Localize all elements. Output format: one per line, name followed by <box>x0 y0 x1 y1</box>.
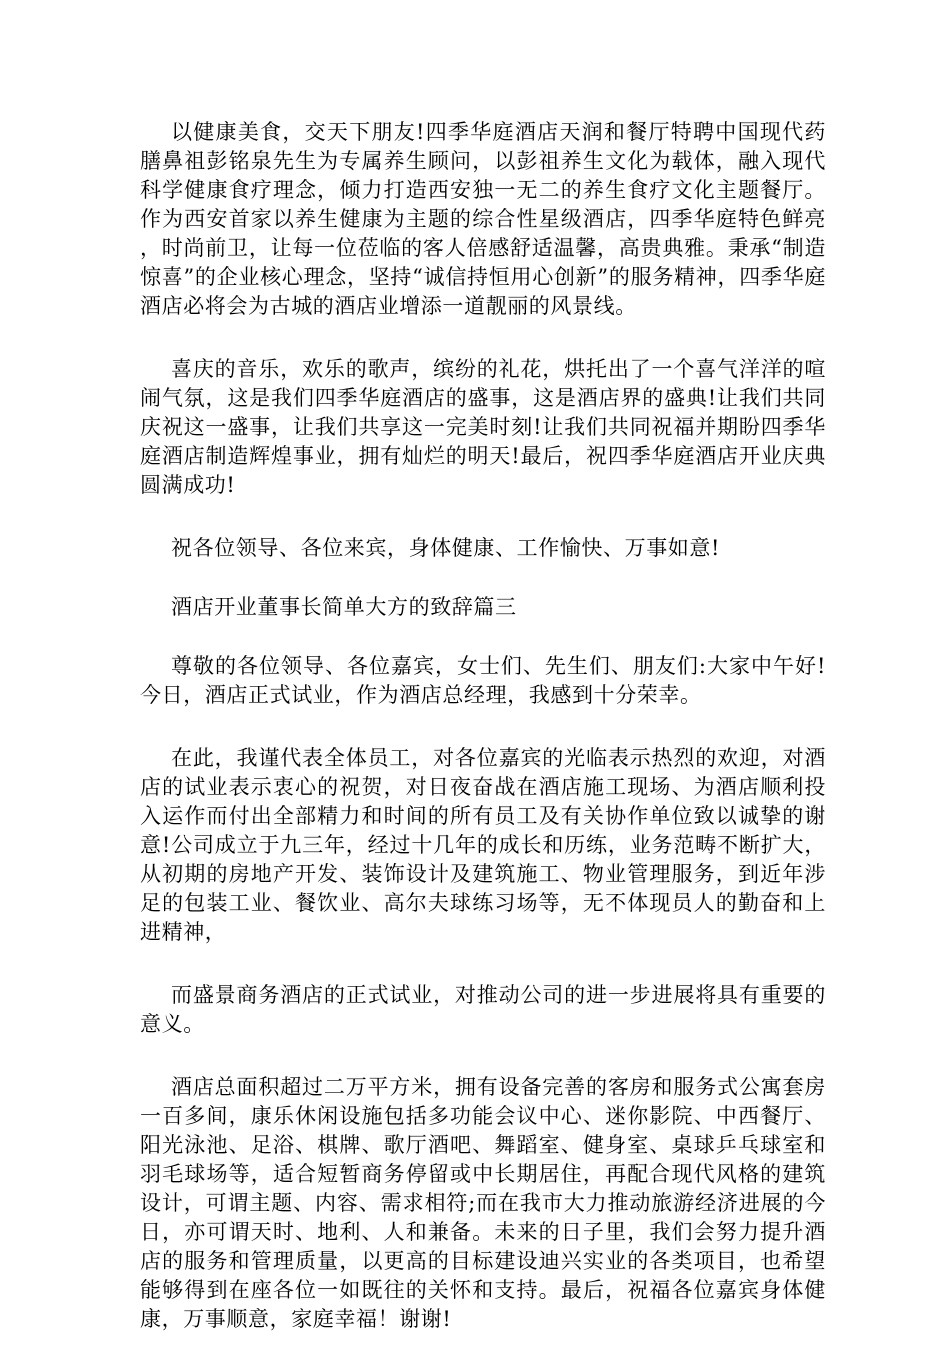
paragraph-1: 以健康美食，交天下朋友!四季华庭酒店天润和餐厅特聘中国现代药膳鼻祖彭铭泉先生为专属养生顾问，以彭祖养生文化为载体，融入现代科学健康食疗理念，倾力打造西安独一无二的养生食疗文化主题餐厅。作为西安首家以养生健康为主题的综合性星级酒店，四季华庭特色鲜亮，时尚前卫，让每一位莅临的客人倍感舒适温馨，高贵典雅。秉承“制造惊喜”的企业核心理念，坚持“诚信持恒用心创新”的服务精神，四季华庭酒店必将会为古城的酒店业增添一道靓丽的风景线。 <box>140 120 826 318</box>
document-body <box>140 118 826 1368</box>
paragraph-2: 喜庆的音乐，欢乐的歌声，缤纷的礼花，烘托出了一个喜气洋洋的喧闹气氛，这是我们四季华庭酒店的盛事，这是酒店界的盛典!让我们共同庆祝这一盛事，让我们共享这一完美时刻!让我们共同祝福并期盼四季华庭酒店制造辉煌事业，拥有灿烂的明天!最后，祝四季华庭酒店开业庆典圆满成功! <box>140 357 826 497</box>
paragraph-6: 在此，我谨代表全体员工，对各位嘉宾的光临表示热烈的欢迎，对酒店的试业表示衷心的祝贺，对日夜奋战在酒店施工现场、为酒店顺利投入运作而付出全部精力和时间的所有员工及有关协作单位致以诚挚的谢意!公司成立于九三年，经过十几年的成长和历练，业务范畴不断扩大，从初期的房地产开发、装饰设计及建筑施工、物业管理服务，到近年涉足的包装工业、餐饮业、高尔夫球练习场等，无不体现员人的勤奋和上进精神， <box>140 746 826 944</box>
paragraph-7: 而盛景商务酒店的正式试业，对推动公司的进一步进展将具有重要的意义。 <box>140 983 826 1036</box>
section-heading: 酒店开业董事长简单大方的致辞篇三 <box>171 595 517 619</box>
paragraph-8: 酒店总面积超过二万平方米，拥有设备完善的客房和服务式公寓套房一百多间，康乐休闲设施包括多功能会议中心、迷你影院、中西餐厅、阳光泳池、足浴、棋牌、歌厅酒吧、舞蹈室、健身室、桌球乒乓球室和羽毛球场等，适合短暂商务停留或中长期居住，再配合现代风格的建筑设计，可谓主题、内容、需求相符;而在我市大力推动旅游经济进展的今日，亦可谓天时、地利、人和兼备。未来的日子里，我们会努力提升酒店的服务和管理质量，以更高的目标建设迪兴实业的各类项目，也希望能够得到在座各位一如既往的关怀和支持。最后，祝福各位嘉宾身体健康，万事顺意，家庭幸福！谢谢! <box>140 1075 826 1331</box>
paragraph-5: 尊敬的各位领导、各位嘉宾，女士们、先生们、朋友们:大家中午好!今日，酒店正式试业，作为酒店总经理，我感到十分荣幸。 <box>140 654 826 707</box>
paragraph-3: 祝各位领导、各位来宾，身体健康、工作愉快、万事如意! <box>171 536 721 560</box>
